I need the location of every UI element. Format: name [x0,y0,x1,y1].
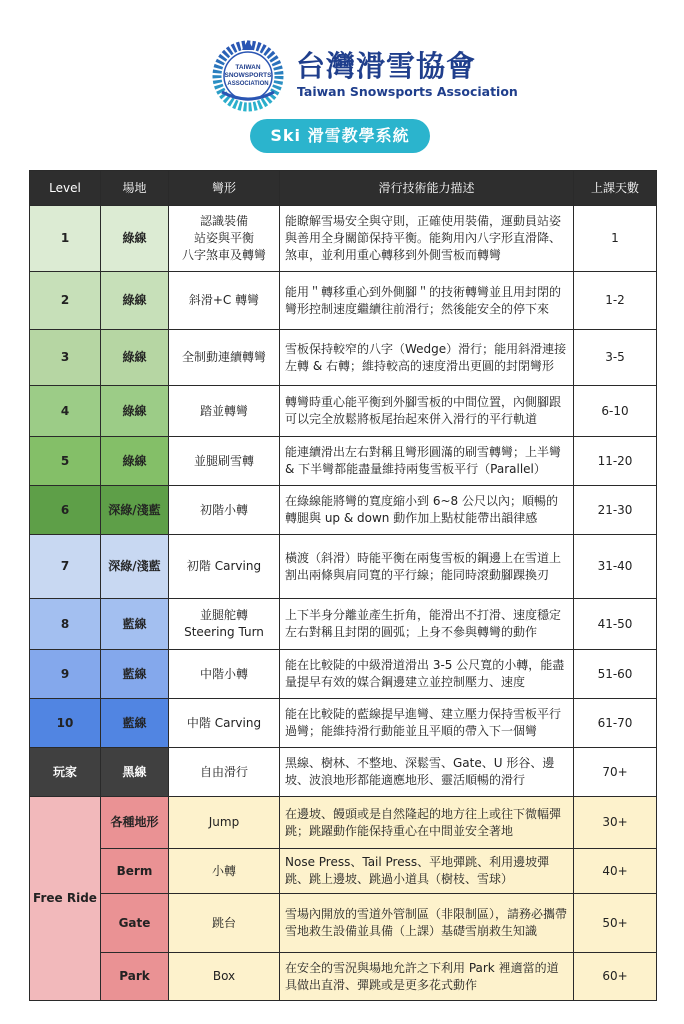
table-row [30,849,657,894]
location-cell: 藍線 [101,650,169,699]
location-cell: Gate [101,894,169,953]
table-row [30,386,657,437]
level-cell: 玩家 [30,748,101,797]
level-cell: 5 [30,437,101,486]
level-cell: 8 [30,599,101,650]
description-cell: 能連續滑出左右對稱且彎形圓滿的刷雪轉彎；上半彎 & 下半彎都能盡量維持兩隻雪板平行（Parallel） [280,437,574,486]
skill-cell: 初階 Carving [169,535,280,599]
table-row [30,206,657,272]
days-cell: 1-2 [574,272,657,330]
skill-cell: 認識裝備 站姿與平衡 八字煞車及轉彎 [169,206,280,272]
level-cell: 7 [30,535,101,599]
description-cell: 能在比較陡的中級滑道滑出 3-5 公尺寬的小轉，能盡量提早有效的媒合鋼邊建立並控制壓力、速度 [280,650,574,699]
location-cell: 黑線 [101,748,169,797]
days-cell: 50+ [574,894,657,953]
table-row [30,272,657,330]
skill-cell: 斜滑+C 轉彎 [169,272,280,330]
table-header-row [30,171,657,206]
table-row [30,953,657,1001]
days-cell: 70+ [574,748,657,797]
header-turn-type: 彎形 [169,171,280,206]
level-cell: 9 [30,650,101,699]
table-row [30,650,657,699]
level-cell: 10 [30,699,101,748]
description-cell: 在邊坡、饅頭或是自然隆起的地方往上或往下微幅彈跳；跳躍動作能保持重心在中間並安全著地 [280,797,574,849]
system-title-badge: Ski 滑雪教學系統 [250,119,430,153]
skill-cell: Box [169,953,280,1001]
location-cell: Berm [101,849,169,894]
skill-cell: 踏並轉彎 [169,386,280,437]
table-row [30,599,657,650]
table-row [30,535,657,599]
description-cell: 黑線、樹林、不整地、深鬆雪、Gate、U 形谷、邊坡、波浪地形都能適應地形、靈活順暢的滑行 [280,748,574,797]
level-cell: 1 [30,206,101,272]
table-row [30,699,657,748]
description-cell: 能用＂轉移重心到外側腳＂的技術轉彎並且用封閉的彎形控制速度繼續往前滑行；然後能安全的停下來 [280,272,574,330]
days-cell: 3-5 [574,330,657,386]
location-cell: 綠線 [101,437,169,486]
logo-text-line3: ASSOCIATION [227,81,269,87]
days-cell: 40+ [574,849,657,894]
days-cell: 30+ [574,797,657,849]
days-cell: 11-20 [574,437,657,486]
description-cell: 能在比較陡的藍線提早進彎、建立壓力保持雪板平行過彎；能維持滑行動能並且平順的帶入下一個彎 [280,699,574,748]
location-cell: 藍線 [101,599,169,650]
location-cell: 綠線 [101,272,169,330]
header-level: Level [30,171,101,206]
description-cell: Nose Press、Tail Press、平地彈跳、利用邊坡彈跳、跳上邊坡、跳過小道具（樹枝、雪球） [280,849,574,894]
days-cell: 61-70 [574,699,657,748]
table-row [30,437,657,486]
days-cell: 41-50 [574,599,657,650]
header-days: 上課天數 [574,171,657,206]
table-row [30,748,657,797]
header-description: 滑行技術能力描述 [280,171,574,206]
logo-text-line2: SNOWSPORTS [224,72,272,79]
table-row [30,797,657,849]
description-cell: 轉彎時重心能平衡到外腳雪板的中間位置，內側腳跟可以完全放鬆將板尾抬起來併入滑行的平行軌道 [280,386,574,437]
org-name-cn: 台灣滑雪協會 [296,49,477,83]
table-row [30,486,657,535]
location-cell: 各種地形 [101,797,169,849]
table-row [30,330,657,386]
level-cell: 3 [30,330,101,386]
location-cell: 綠線 [101,206,169,272]
location-cell: 藍線 [101,699,169,748]
location-cell: Park [101,953,169,1001]
description-cell: 在安全的雪況與場地允許之下利用 Park 裡適當的道具做出直滑、彈跳或是更多花式動作 [280,953,574,1001]
level-cell: 4 [30,386,101,437]
level-cell: 6 [30,486,101,535]
days-cell: 51-60 [574,650,657,699]
skill-cell: 全制動連續轉彎 [169,330,280,386]
skill-cell: 小轉 [169,849,280,894]
logo-text-line1: TAIWAN [235,64,261,71]
skill-cell: 初階小轉 [169,486,280,535]
location-cell: 綠線 [101,330,169,386]
location-cell: 深綠/淺藍 [101,535,169,599]
skill-cell: Jump [169,797,280,849]
header-location: 場地 [101,171,169,206]
skill-cell: 自由滑行 [169,748,280,797]
description-cell: 橫渡（斜滑）時能平衡在兩隻雪板的鋼邊上在雪道上割出兩條與肩同寬的平行線；能同時滾動腳踝換刃 [280,535,574,599]
skill-cell: 並腿刷雪轉 [169,437,280,486]
level-cell: 2 [30,272,101,330]
table-row [30,894,657,953]
days-cell: 31-40 [574,535,657,599]
org-name-en: Taiwan Snowsports Association [297,84,518,99]
location-cell: 綠線 [101,386,169,437]
skill-cell: 跳台 [169,894,280,953]
free-ride-label: Free Ride [30,797,101,1001]
description-cell: 雪場內開放的雪道外管制區（非限制區），請務必攜帶雪地救生設備並具備（上課）基礎雪崩救生知識 [280,894,574,953]
days-cell: 6-10 [574,386,657,437]
location-cell: 深綠/淺藍 [101,486,169,535]
days-cell: 60+ [574,953,657,1001]
description-cell: 上下半身分離並產生折角，能滑出不打滑、速度穩定左右對稱且封閉的圓弧；上身不參與轉彎的動作 [280,599,574,650]
description-cell: 能瞭解雪場安全與守則，正確使用裝備，運動員站姿與善用全身關節保持平衡。能夠用內八字形直滑降、煞車，並利用重心轉移到外側雪板而轉彎 [280,206,574,272]
skill-cell: 中階 Carving [169,699,280,748]
description-cell: 在綠線能將彎的寬度縮小到 6~8 公尺以內；順暢的轉腿與 up & down 動作加上點杖能帶出韻律感 [280,486,574,535]
ski-level-table [29,170,657,1001]
skill-cell: 中階小轉 [169,650,280,699]
skill-cell: 並腿舵轉 Steering Turn [169,599,280,650]
days-cell: 21-30 [574,486,657,535]
description-cell: 雪板保持較窄的八字（Wedge）滑行；能用斜滑連接左轉 & 右轉；維持較高的速度滑出更圓的封閉彎形 [280,330,574,386]
association-logo [208,36,288,112]
days-cell: 1 [574,206,657,272]
